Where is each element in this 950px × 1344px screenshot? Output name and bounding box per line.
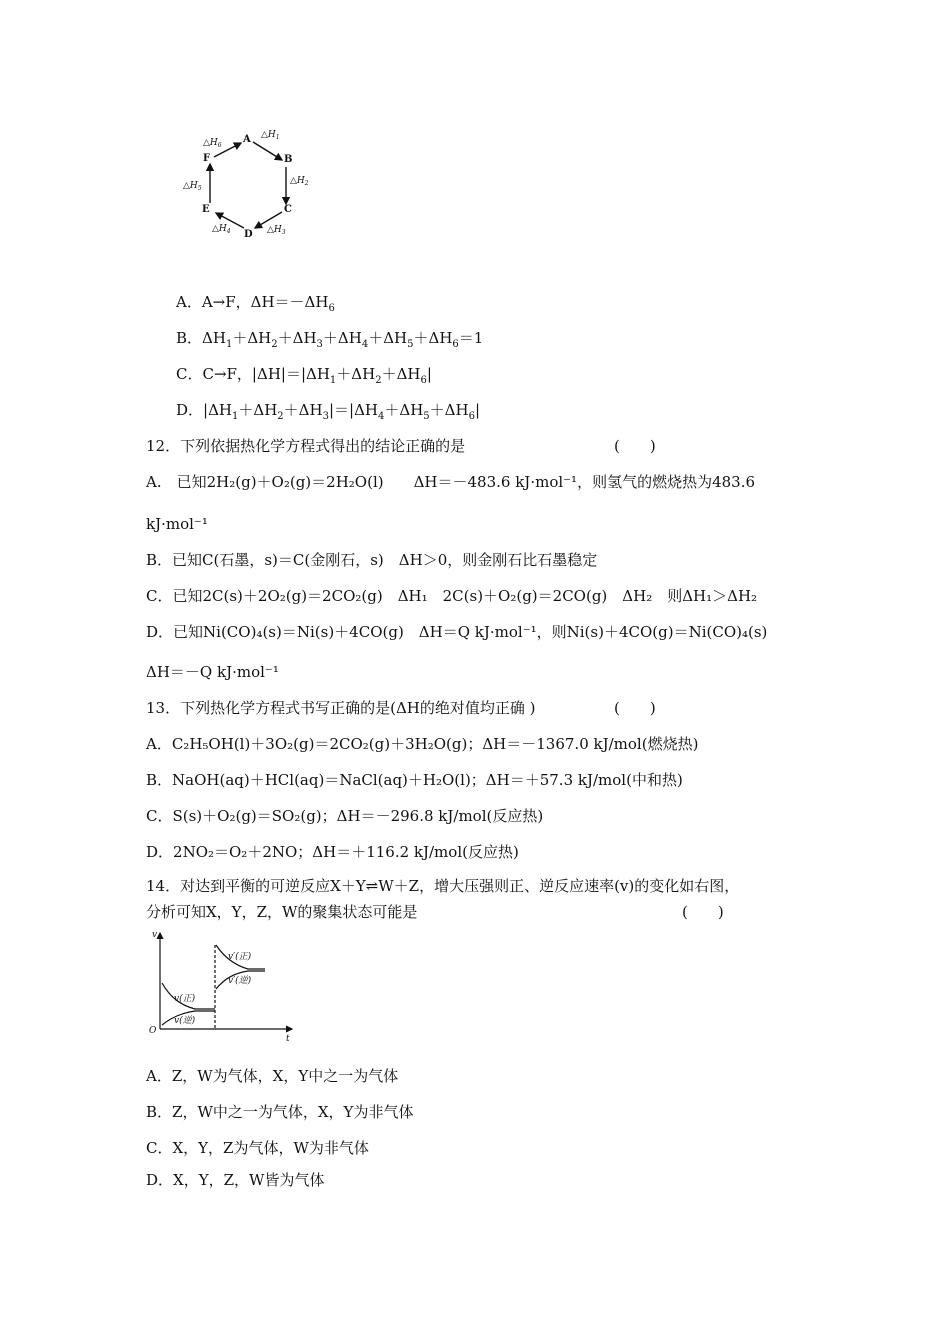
vertex-e: E: [202, 204, 210, 215]
graph-fwd2-label: v′(正): [228, 952, 252, 962]
dh4-label: $\triangle H_4$: [212, 224, 231, 235]
q12-stem: 12．下列依据热化学方程式得出的结论正确的是: [146, 437, 466, 455]
graph-rev-label: v(逆): [174, 1016, 196, 1026]
q14-stem: 14．对达到平衡的可逆反应X＋Y⇌W＋Z，增大压强则正、逆反应速率(v)的变化如右图，: [146, 877, 740, 895]
q12-option-a: A. 已知2H₂(g)＋O₂(g)＝2H₂O(l) ΔH＝－483.6 kJ·mol⁻¹，则氢气的燃烧热为483.6: [146, 473, 756, 491]
vertex-a: A: [243, 134, 251, 145]
graph-origin-label: O: [149, 1026, 157, 1036]
q11-option-b: B．$\Delta H_1+\Delta H_2+\Delta H_3+\Delta H_4+\Delta H_5+\Delta H_6=1$: [176, 329, 484, 350]
graph-y-axis-label: v: [152, 930, 158, 940]
graph-fwd-label: v(正): [174, 994, 196, 1004]
q11-option-c: C．C→F，$|\Delta H|=|\Delta H_1+\Delta H_2+\Delta H_6|$: [176, 365, 432, 386]
q14-option-c: C．X，Y，Z为气体，W为非气体: [146, 1139, 369, 1157]
q13-option-d: D．2NO₂＝O₂＋2NO；ΔH＝＋116.2 kJ/mol(反应热): [146, 843, 519, 861]
q12-option-b: B．已知C(石墨，s)＝C(金刚石，s) ΔH＞0，则金刚石比石墨稳定: [146, 551, 598, 569]
q13-option-a: A．C₂H₅OH(l)＋3O₂(g)＝2CO₂(g)＋3H₂O(g)；ΔH＝－1367.0 kJ/mol(燃烧热): [146, 735, 699, 753]
enthalpy-cycle-diagram: [170, 120, 340, 250]
q11-option-a: A．A→F，$\Delta H=-\Delta H_6$: [176, 293, 335, 314]
q14-stem-cont: 分析可知X，Y，Z，W的聚集状态可能是: [146, 903, 418, 921]
dh5-label: $\triangle H_5$: [183, 181, 202, 192]
q13-option-c: C．S(s)＋O₂(g)＝SO₂(g)；ΔH＝－296.8 kJ/mol(反应热): [146, 807, 544, 825]
q13-option-b: B．NaOH(aq)＋HCl(aq)＝NaCl(aq)＋H₂O(l)；ΔH＝＋57.3 kJ/mol(中和热): [146, 771, 683, 789]
vertex-f: F: [203, 153, 211, 164]
q12-answer-paren: ( ): [614, 437, 656, 455]
q14-answer-paren: ( ): [682, 903, 724, 921]
rate-time-graph: [140, 925, 300, 1045]
q13-answer-paren: ( ): [614, 699, 656, 717]
vertex-d: D: [244, 229, 253, 240]
q14-option-a: A．Z，W为气体，X，Y中之一为气体: [146, 1067, 399, 1085]
dh2-label: $\triangle H_2$: [290, 176, 309, 187]
q12-option-c: C．已知2C(s)＋2O₂(g)＝2CO₂(g) ΔH₁ 2C(s)＋O₂(g)＝2CO(g) ΔH₂ 则ΔH₁＞ΔH₂: [146, 587, 758, 605]
q13-stem: 13．下列热化学方程式书写正确的是(ΔH的绝对值均正确 ): [146, 699, 536, 717]
dh3-label: $\triangle H_3$: [267, 225, 286, 236]
graph-x-axis-label: t: [286, 1034, 290, 1044]
q12-option-d-cont: ΔH＝－Q kJ·mol⁻¹: [146, 663, 279, 681]
dh6-label: $\triangle H_6$: [203, 138, 222, 149]
q14-option-d: D．X，Y，Z，W皆为气体: [146, 1171, 325, 1189]
q11-option-d: D．$|\Delta H_1+\Delta H_2+\Delta H_3|=|\Delta H_4+\Delta H_5+\Delta H_6|$: [176, 401, 481, 422]
vertex-b: B: [284, 154, 293, 165]
vertex-c: C: [284, 204, 292, 215]
q14-option-b: B．Z，W中之一为气体，X，Y为非气体: [146, 1103, 414, 1121]
q12-option-a-cont: kJ·mol⁻¹: [146, 515, 208, 533]
q12-option-d: D．已知Ni(CO)₄(s)＝Ni(s)＋4CO(g) ΔH＝Q kJ·mol⁻¹，则Ni(s)＋4CO(g)＝Ni(CO)₄(s): [146, 623, 768, 641]
graph-rev2-label: v′(逆): [228, 976, 252, 986]
dh1-label: $\triangle H_1$: [261, 130, 280, 141]
